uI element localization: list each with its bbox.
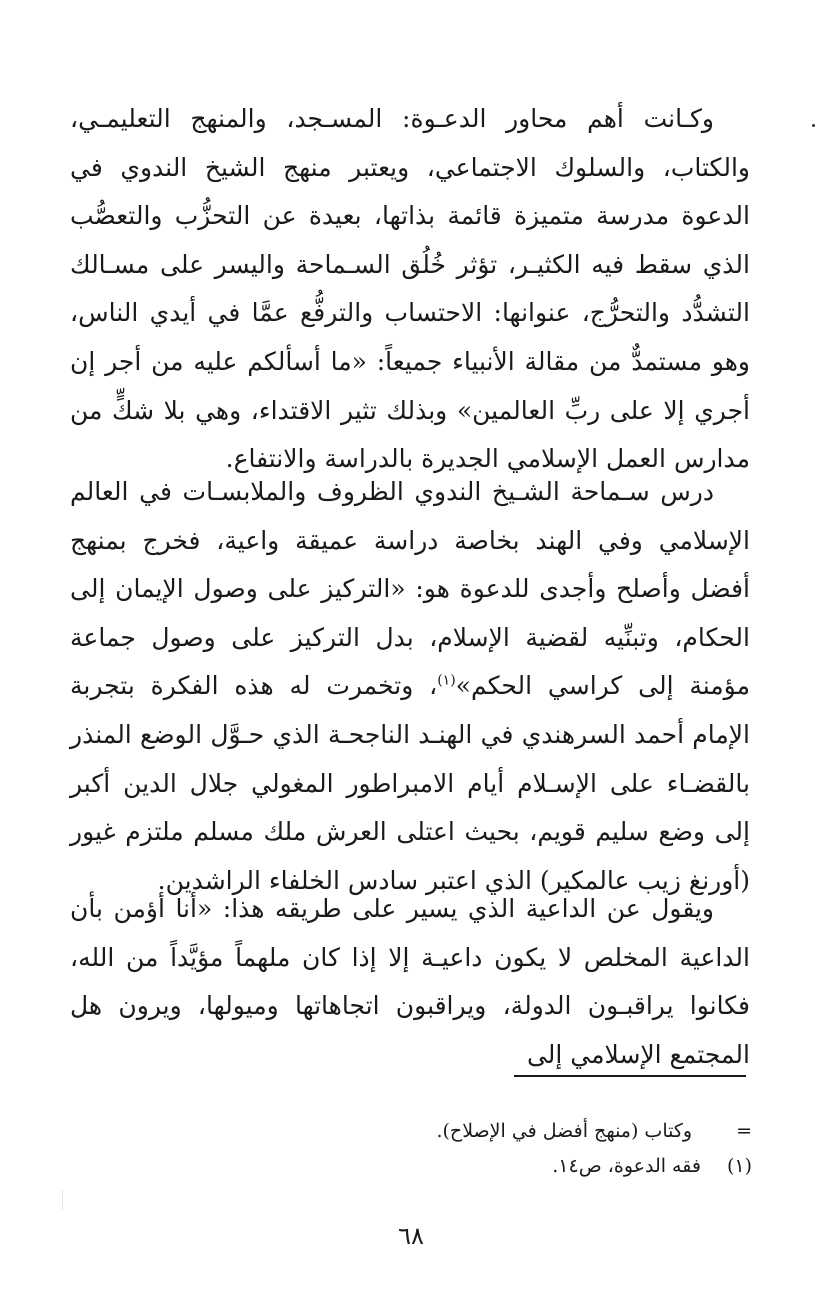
footnote-continuation-marker: = <box>736 1120 752 1142</box>
paragraph-1 <box>70 95 750 484</box>
paragraph-2 <box>70 468 750 905</box>
page-number: ٦٨ <box>398 1222 424 1250</box>
footnote-1-marker: (١) <box>726 1155 752 1177</box>
paragraph-3-text: ويقول عن الداعية الذي يسير على طريقه هذا: «أنا أؤمن بأن الداعية المخلص لا يكون داعيـة إلا إذا كان ملهماً مؤيَّداً من الله، فكانوا يراقبـون الدولة، ويراقبون اتجاهاتها وميولها، ويرون هل المجتمع الإسلامي إلى <box>70 894 750 1069</box>
scan-artifact <box>62 1190 63 1210</box>
footnote-1-text: فقه الدعوة، ص١٤. <box>552 1155 701 1177</box>
footnote-1 <box>552 1152 752 1180</box>
footnote-continuation <box>436 1117 752 1145</box>
footnote-separator <box>514 1075 746 1077</box>
paragraph-3 <box>70 885 750 1079</box>
paragraph-2-text-after-ref: ، وتخمرت له هذه الفكرة بتجربة الإمام أحمد السرهندي في الهنـد الناجحـة الذي حـوَّل الوضع المنذر بالقضـاء على الإسـلام أيام الامبراطور المغولي جلال الدين أكبر إلى وضع سليم قويم، بحيث اعتلى العرش ملك مسلم ملتزم غيور (أورنغ زيب عالمكير) الذي اعتبر سادس الخلفاء الراشدين. <box>70 671 750 895</box>
margin-dot <box>812 124 815 127</box>
footnote-reference-1: (١) <box>437 673 456 690</box>
paragraph-1-text: وكـانت أهم محاور الدعـوة: المسـجد، والمنهج التعليمـي، والكتاب، والسلوك الاجتماعي، ويعتبر منهج الشيخ الندوي في الدعوة مدرسة متميزة قائمة بذاتها، بعيدة عن التحزُّب والتعصُّب الذي سقط فيه الكثيـر، تؤثر خُلُق السـماحة واليسر على مسـالك التشدُّد والتحرُّج، عنوانها: الاحتساب والترفُّع عمَّا في أيدي الناس، وهو مستمدٌّ من مقالة الأنبياء جميعاً: «ما أسألكم عليه من أجر إن أجري إلا على ربِّ العالمين» وبذلك تثير الاقتداء، وهي بلا شكٍّ من مدارس العمل الإسلامي الجديرة بالدراسة والانتفاع. <box>70 104 750 474</box>
footnote-continuation-text: وكتاب (منهج أفضل في الإصلاح). <box>436 1120 693 1142</box>
paragraph-2-text-before-ref: درس سـماحة الشـيخ الندوي الظروف والملابسـات في العالم الإسلامي وفي الهند بخاصة دراسة عميقة واعية، فخرج بمنهج أفضل وأصلح وأجدى للدعوة هو: «التركيز على وصول الإيمان إلى الحكام، وتبنِّيه لقضية الإسلام، بدل التركيز على وصول جماعة مؤمنة إلى كراسي الحكم» <box>70 477 750 701</box>
paragraph-2-text <box>70 468 750 905</box>
